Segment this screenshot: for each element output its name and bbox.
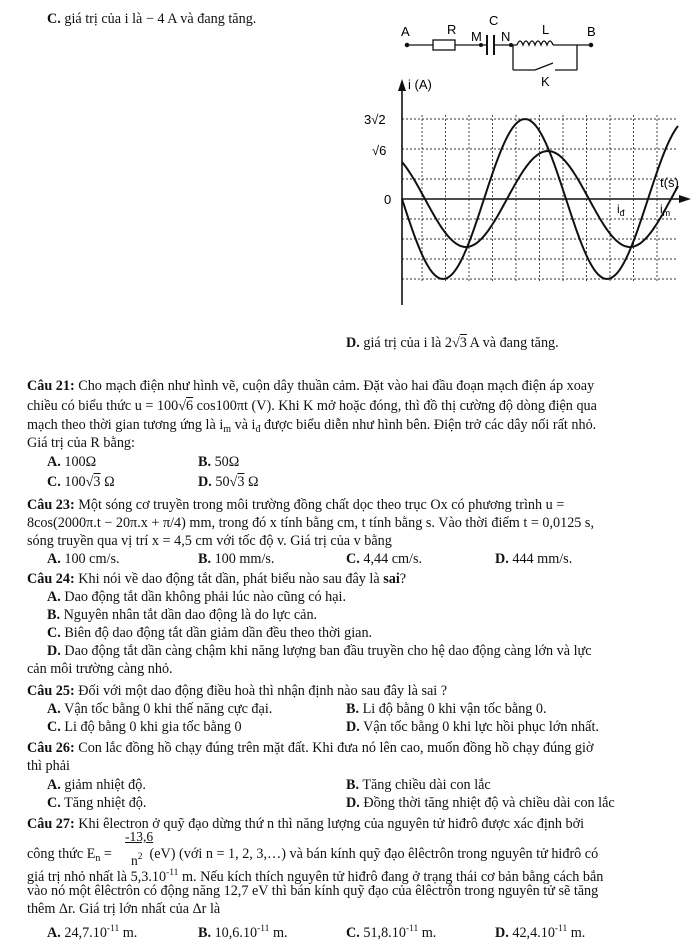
- option-unit: m.: [418, 925, 437, 941]
- superscript: -11: [166, 868, 179, 878]
- sqrt-symbol: √: [229, 474, 238, 490]
- option-text: Tăng nhiệt độ.: [64, 795, 147, 811]
- question-text: Con lắc đồng hồ chạy đúng trên mặt đất. Khi đưa nó lên cao, muốn đồng hồ chạy đúng giờ: [74, 740, 594, 756]
- q27-text-b: =: [100, 846, 116, 862]
- question-text: Đối với một dao động điều hoà thì nhận định nào sau đây là sai ?: [74, 683, 448, 699]
- q21-text-a: chiều có biểu thức u = 100: [27, 398, 179, 414]
- option-text: 100 cm/s.: [64, 551, 120, 567]
- q21-line1: [27, 377, 594, 395]
- question-text: Cho mạch điện như hình vẽ, cuộn dây thuần cảm. Đặt vào hai đầu đoạn mạch điện áp xoay: [74, 378, 595, 394]
- q26-option-a[interactable]: [47, 776, 146, 794]
- option-letter: C.: [47, 625, 61, 641]
- q21-text-b: và i: [231, 417, 256, 433]
- option-text: Vận tốc bằng 0 khi thế năng cực đại.: [64, 701, 273, 717]
- option-unit: Ω: [104, 474, 115, 490]
- q23-option-c[interactable]: [346, 550, 422, 568]
- q25-line1: [27, 682, 447, 700]
- q25-option-b[interactable]: [346, 700, 547, 718]
- option-text: 100: [64, 474, 86, 490]
- option-text: 50: [215, 474, 230, 490]
- q27-line5: thêm Δr. Giá trị lớn nhất của Δr là: [27, 901, 221, 917]
- option-c-top: [47, 10, 256, 28]
- q27-option-c[interactable]: [346, 920, 436, 942]
- superscript: -11: [106, 924, 120, 934]
- option-text: giá trị của i là − 4 A và đang tăng.: [64, 11, 257, 27]
- option-letter: B.: [198, 925, 212, 941]
- superscript: -11: [405, 924, 419, 934]
- option-letter: A.: [47, 925, 61, 941]
- fraction-numerator: -13,6: [125, 829, 154, 844]
- q26-option-b[interactable]: [346, 776, 491, 794]
- q24-option-b[interactable]: [47, 606, 317, 624]
- q21-option-b[interactable]: [198, 453, 239, 471]
- q21-line2: [27, 397, 597, 415]
- q27-line1: [27, 815, 584, 833]
- subscript: n: [95, 853, 101, 864]
- sqrt-symbol: √: [85, 474, 94, 490]
- q27-option-b[interactable]: [198, 920, 288, 942]
- superscript: 2: [137, 852, 143, 862]
- option-text: Biên độ dao động tắt dần giảm dần đều theo thời gian.: [64, 625, 373, 641]
- sqrt-symbol: √: [451, 335, 460, 351]
- x-label-im: $i_m$: [660, 202, 671, 218]
- circuit-label-m: M: [471, 29, 482, 44]
- option-text: Dao động tắt dần không phải lúc nào cũng có hại.: [64, 589, 347, 605]
- circuit-label-k: K: [541, 74, 550, 89]
- option-text: Đồng thời tăng nhiệt độ và chiều dài con lắc: [363, 795, 615, 811]
- q26-line1: [27, 739, 593, 757]
- circuit-label-n: N: [501, 29, 511, 44]
- q24-option-a[interactable]: [47, 588, 346, 606]
- option-text: 51,8.10: [363, 925, 406, 941]
- q27-text-a: giá trị nhỏ nhất là 5,3.10: [27, 869, 167, 885]
- q27-text-a: công thức E: [27, 846, 96, 862]
- x-axis-label: t(s): [660, 175, 679, 190]
- option-letter: B.: [47, 607, 61, 623]
- q21-line4: Giá trị của R bằng:: [27, 435, 135, 451]
- option-letter: C.: [47, 795, 61, 811]
- q23-option-b[interactable]: [198, 550, 274, 568]
- q23-line1: [27, 496, 564, 514]
- q27-option-a[interactable]: [47, 920, 137, 942]
- option-letter: A.: [47, 589, 61, 605]
- option-unit: Ω: [247, 474, 259, 490]
- option-text: 10,6.10: [214, 925, 258, 941]
- option-text: 42,4.10: [512, 925, 555, 941]
- option-text: 444 mm/s.: [512, 551, 573, 567]
- option-letter: D.: [47, 643, 61, 659]
- circuit-label-r: R: [447, 22, 457, 37]
- option-text: Li độ bằng 0 khi gia tốc bằng 0: [64, 719, 242, 735]
- q24-option-d[interactable]: [47, 642, 592, 660]
- question-text: Khi êlectron ở quỹ đạo dừng thứ n thì năng lượng của nguyên tử hiđrô được xác định bởi: [74, 816, 585, 832]
- option-letter: A.: [47, 551, 61, 567]
- sqrt-value: 3: [459, 335, 467, 351]
- sqrt-value: 3: [93, 474, 101, 490]
- q24-line1: [27, 570, 406, 588]
- question-text: Một sóng cơ truyền trong môi trường đồng chất dọc theo trục Ox có phương trình u =: [74, 497, 565, 513]
- x-axis-arrow: [679, 195, 691, 203]
- question-end: ?: [399, 571, 407, 587]
- sqrt-symbol: √: [178, 398, 187, 414]
- q26-option-d[interactable]: [346, 794, 615, 812]
- sqrt-value: 3: [237, 474, 245, 490]
- q25-option-a[interactable]: [47, 700, 272, 718]
- q21-text-c: được biểu diễn như hình bên. Điện trở các dây nối rất nhỏ.: [260, 417, 597, 433]
- y-tick-3sqrt2: 3√2: [364, 112, 386, 127]
- superscript: -11: [257, 924, 270, 934]
- option-letter: C.: [346, 551, 360, 567]
- option-letter: B.: [198, 454, 212, 470]
- option-text: Nguyên nhân tắt dần dao động là do lực cản.: [63, 607, 318, 623]
- q27-option-d[interactable]: [495, 920, 585, 942]
- q24-option-d-continued: cản môi trường càng nhỏ.: [27, 661, 173, 677]
- circuit-label-c: C: [489, 13, 499, 28]
- q23-option-d[interactable]: [495, 550, 572, 568]
- denominator-base: n: [131, 853, 138, 868]
- option-text: 4,44 cm/s.: [363, 551, 423, 567]
- q23-option-a[interactable]: [47, 550, 120, 568]
- y-tick-sqrt6: √6: [372, 143, 387, 158]
- q21-option-d[interactable]: [198, 473, 259, 491]
- question-label: Câu 25:: [27, 683, 75, 699]
- question-label: Câu 27:: [27, 816, 75, 832]
- y-tick-zero: 0: [384, 192, 392, 207]
- option-letter: A.: [47, 777, 61, 793]
- q27-text-b: m. Nếu kích thích nguyên tử hiđrô đang ở trạng thái cơ bản bằng cách bắn: [178, 869, 604, 885]
- option-d-top: [346, 334, 559, 352]
- q21-option-c[interactable]: [47, 473, 115, 491]
- option-letter: C.: [47, 11, 61, 27]
- q26-option-c[interactable]: [47, 794, 146, 812]
- option-letter: D.: [346, 719, 360, 735]
- option-letter: B.: [346, 701, 360, 717]
- option-text: 50Ω: [214, 454, 240, 470]
- question-emphasis: sai: [383, 571, 400, 587]
- option-text: Dao động tắt dần càng chậm khi năng lượng ban đầu truyền cho hệ dao động càng lớn và lực: [64, 643, 592, 659]
- circuit-label-l: L: [542, 22, 550, 37]
- option-letter: D.: [495, 925, 509, 941]
- q25-option-c[interactable]: [47, 718, 242, 736]
- q23-line2: 8cos(2000π.t − 20π.x + π/4) mm, trong đó x tính bằng cm, t tính bằng s. Vào thời điểm t = 0,0125 s,: [27, 515, 594, 531]
- sqrt-value: 6: [186, 398, 194, 414]
- option-letter: B.: [198, 551, 212, 567]
- option-text: Li độ bằng 0 khi vận tốc bằng 0.: [362, 701, 547, 717]
- q25-option-d[interactable]: [346, 718, 599, 736]
- option-letter: B.: [346, 777, 360, 793]
- circuit-label-b: B: [587, 24, 596, 39]
- q23-line3: sóng truyền qua vị trí x = 4,5 cm với tốc độ v. Giá trị của v bằng: [27, 533, 392, 549]
- question-label: Câu 26:: [27, 740, 75, 756]
- option-text: giá trị của i là: [363, 335, 445, 351]
- option-letter: A.: [47, 701, 61, 717]
- option-letter: C.: [346, 925, 360, 941]
- x-label-id: $i_đ$: [617, 202, 625, 218]
- option-letter: D.: [346, 335, 360, 351]
- option-unit: m.: [119, 925, 138, 941]
- subscript: đ: [255, 424, 261, 435]
- question-label: Câu 24:: [27, 571, 75, 587]
- option-letter: C.: [47, 719, 61, 735]
- option-text: giảm nhiệt độ.: [64, 777, 146, 793]
- superscript: -11: [554, 924, 568, 934]
- option-text: 100Ω: [64, 454, 97, 470]
- option-text: Vận tốc bằng 0 khi lực hồi phục lớn nhất.: [363, 719, 599, 735]
- option-text: 100 mm/s.: [214, 551, 275, 567]
- option-letter: D.: [346, 795, 360, 811]
- q26-line2: thì phải: [27, 758, 70, 774]
- y-axis-label: i (A): [408, 77, 432, 92]
- question-label: Câu 23:: [27, 497, 75, 513]
- q21-text-a: mạch theo thời gian tương ứng là i: [27, 417, 224, 433]
- option-text: 24,7.10: [64, 925, 107, 941]
- question-label: Câu 21:: [27, 378, 75, 394]
- current-graph: [360, 75, 700, 310]
- option-letter: D.: [198, 474, 212, 490]
- option-text-end: A và đang tăng.: [466, 335, 559, 351]
- q21-option-a[interactable]: [47, 453, 96, 471]
- option-unit: m.: [567, 925, 586, 941]
- option-text: Tăng chiều dài con lắc: [362, 777, 491, 793]
- q24-option-c[interactable]: [47, 624, 372, 642]
- q27-text-c: (eV) (với n = 1, 2, 3,…) và bán kính quỹ đạo êlêctrôn trong nguyên tử hiđrô có: [149, 846, 599, 862]
- option-letter: D.: [495, 551, 509, 567]
- option-unit: m.: [269, 925, 288, 941]
- subscript: m: [223, 424, 232, 435]
- option-letter: C.: [47, 474, 61, 490]
- circuit-label-a: A: [401, 24, 410, 39]
- q27-line4: vào nó một êlêctrôn có động năng 12,7 eV thì bán kính quỹ đạo của êlêctrôn trong nguyên tử sẽ tăng: [27, 883, 599, 899]
- q21-text-b: cos100πt (V). Khi K mở hoặc đóng, thì đồ thị cường độ dòng điện qua: [196, 398, 597, 414]
- question-text: Khi nói về dao động tắt dần, phát biểu nào sau đây là: [74, 571, 384, 587]
- y-axis-arrow: [398, 79, 406, 91]
- coef: 2: [444, 335, 452, 351]
- option-letter: A.: [47, 454, 61, 470]
